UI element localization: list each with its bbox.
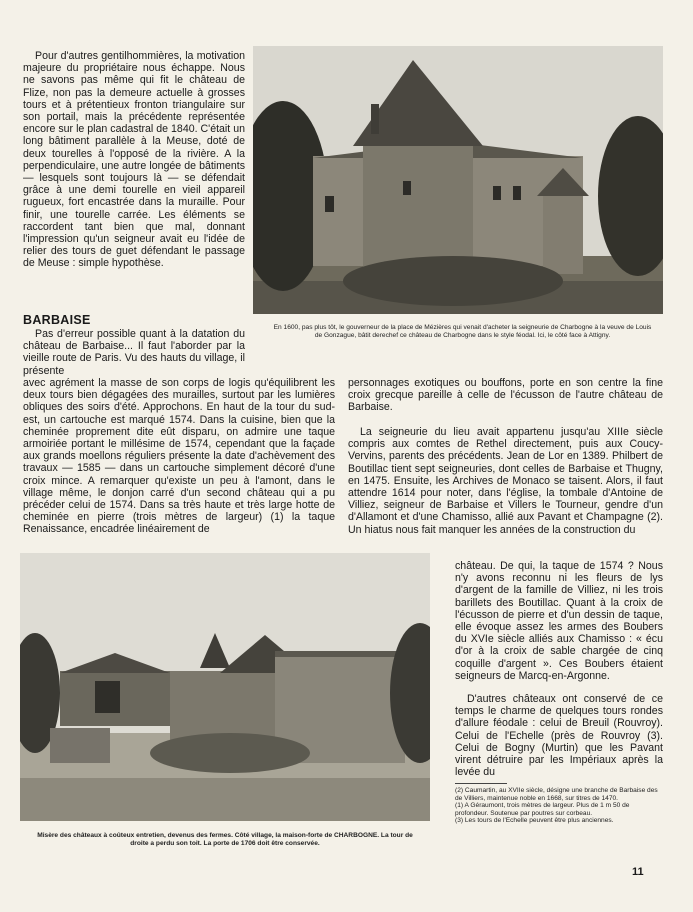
barbaise-intro: Pas d'erreur possible quant à la datation du château de Barbaise... Il faut l'aborder par la vieille route de Paris. Vu des hauts du village, il présente xyxy=(23,328,245,377)
charbogne-castle-photo xyxy=(253,46,663,314)
taque-paragraph: château. De qui, la taque de 1574 ? Nous n'y avons reconnu ni les fleurs de lys d'argent de la famille de Villiez, ni les trois barillets des Boutillac. Quant à la croix de l'écusson de pierre et d'un dessin de taque, elle évoque assez les armes des Boubers du XVIe siècle alliés aux Chamisso : « écu d'or à la croix de sable chargée de cinq coquille d'argent ». Ces Boubers étaient seigneurs de Marcq-en-Argonne. xyxy=(455,560,663,682)
footnotes xyxy=(455,787,663,825)
footnote-2: (2) Caumartin, au XVIIe siècle, désigne une branche de Barbaise des de Villiers, maintenue noble en 1668, sur titres de 1470. xyxy=(455,787,658,802)
footnote-rule xyxy=(455,783,507,784)
photo1-caption: En 1600, pas plus tôt, le gouverneur de la place de Mézières qui venait d'acheter la seigneurie de Charbogne à la veuve de Louis de Gonzague, bâtit derechef ce château de Charbogne dans le style féodal. Ici, le côté face à Attigny. xyxy=(273,324,652,339)
page-number: 11 xyxy=(632,866,644,878)
photo2-caption: Misère des châteaux à coûteux entretien, devenus des fermes. Côté village, la maison-forte de CHARBOGNE. La tour de droite a perdu son toit. La porte de 1706 doit être conservée. xyxy=(37,832,413,847)
col2-continuation: personnages exotiques ou bouffons, porte en son centre la fine croix grecque pareille à celle de l'écusson de l'autre château de Barbaise. xyxy=(348,377,663,414)
castle-illustration xyxy=(253,46,663,314)
maison-forte-illustration xyxy=(20,553,430,821)
section-heading-barbaise: BARBAISE xyxy=(23,313,91,327)
footnote-1: (1) A Géraumont, trois mètres de largeur. Plus de 1 m 50 de profondeur. Soutenue par poutres sur corbeau. xyxy=(455,802,630,817)
other-castles-paragraph: D'autres châteaux ont conservé de ce temps le charme de quelques tours rondes d'allure féodale : celui de Breuil (Rouvroy). Celui de l'Echelle (près de Rouvroy (3). Celui de Bogny (Murtin) que les Pavant virent détruire par les Impériaux après la levée du xyxy=(455,693,663,779)
footnote-3: (3) Les tours de l'Echelle peuvent être plus anciennes. xyxy=(455,817,614,825)
intro-paragraph: Pour d'autres gentilhommières, la motivation majeure du propriétaire nous échappe. Nous ne savons pas même qui fit le château de Flize, non pas la demeure actuelle à grosses tours et à prétentieux fronton triangulaire sur son portail, mais la précédente représentée encore sur le plan cadastral de 1840. C'était un long bâtiment parallèle à la Meuse, doté de deux tourelles à l'opposé de la rivière. A la perpendiculaire, une autre longée de bâtiments — lesquels sont toujours là — se défendait grâce à une demi tourelle en vieil appareil rugueux, fort encastrée dans la muraille. Pour finir, une tourelle carrée. Les éléments se raccordent tant bien que mal, donnant l'impression qu'un seigneur avait eu l'idée de relier des tours de guet défendant le passage de Meuse : simple hypothèse. xyxy=(23,50,245,270)
seigneurie-paragraph: La seigneurie du lieu avait appartenu jusqu'au XIIIe siècle compris aux comtes de Rethel directement, puis aux Coucy-Vervins, parents des précédents. Jean de Lor en 1389. Philbert de Boutillac tient sept seigneuries, dont celles de Barbaise et Thugny, en 1475. Ensuite, les Archives de Monaco se taisent. Alors, il faut attendre 1614 pour noter, dans l'église, la tombale d'Antoine de Villiez, seigneur de Barbaise et Villers le Tourneur, gendre d'un d'Allamont et d'une Chamisso, allié aux Pavant et Champagne (2). Un hiatus nous fait manquer les années de la construction du xyxy=(348,426,663,536)
barbaise-paragraph: avec agrément la masse de son corps de logis qu'équilibrent les deux tours bien dégagées des murailles, surtout par les lumières obliques des soirs d'été. Approchons. En haut de la tour du sud-est, un cartouche est marqué 1574. Dans la cuisine, bien que la cheminée proprement dite eût disparu, on admire une taque armoiriée portant le millésime de 1574, cependant que la façade aux grands moellons réguliers présente la date d'achèvement des travaux — 1585 — dans un cartouche simplement décoré d'une croix mince. A remarquer qu'existe un peu à l'amont, dans le village même, le donjon carré d'un second château qui a pu précéder celui de 1574. Dans sa très haute et très large hotte de cheminée en pierre (trois mètres de largeur) (1) la taque Renaissance, encadrée linéairement de xyxy=(23,377,335,536)
charbogne-farm-photo xyxy=(20,553,430,821)
